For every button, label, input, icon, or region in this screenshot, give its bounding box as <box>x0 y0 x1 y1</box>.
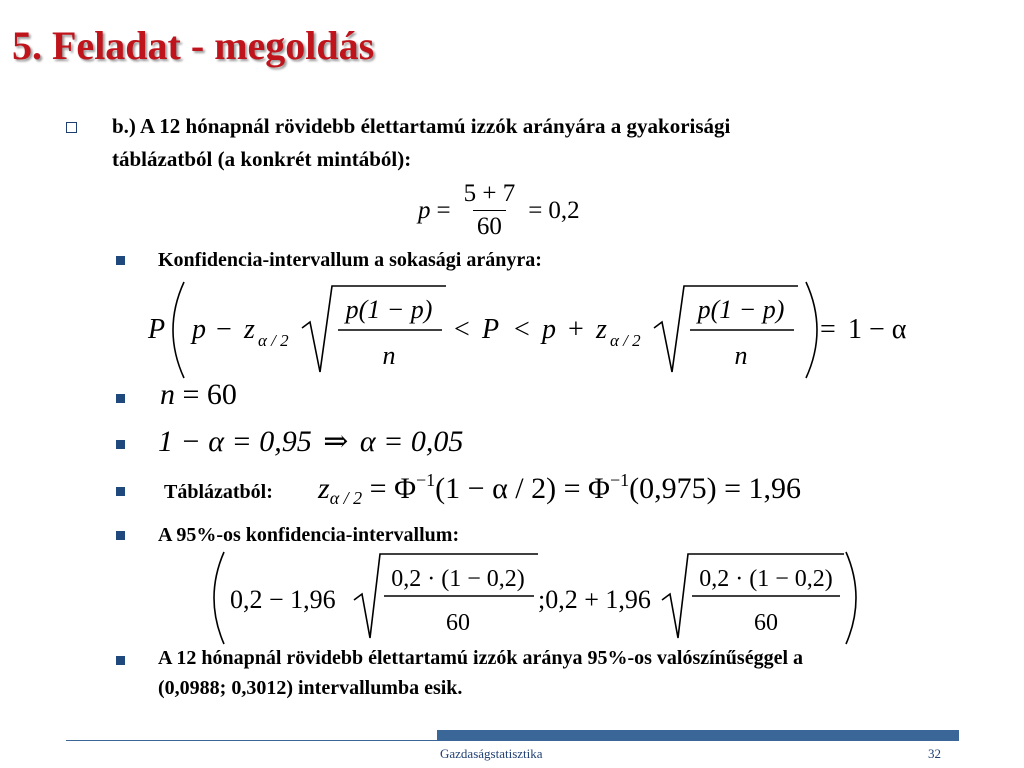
ci-minus: − <box>216 314 232 345</box>
solid-square-bullet-icon <box>116 487 125 496</box>
slide-title: 5. Feladat - megoldás <box>12 23 375 68</box>
conclusion-line-1: A 12 hónapnál rövidebb élettartamú izzók aránya 95%-os valószínűséggel a <box>158 647 804 669</box>
intro-line-1: b.) A 12 hónapnál rövidebb élettartamú izzók arányára a gyakorisági <box>112 114 731 138</box>
formula-n: n = 60 <box>160 378 237 411</box>
solid-square-bullet-icon <box>116 394 125 403</box>
ci-equals: = <box>820 314 836 345</box>
ci-num-root-den-right: 60 <box>754 610 778 636</box>
footer-course-name: Gazdaságstatisztika <box>440 746 543 761</box>
implies-arrow: ⇒ <box>323 425 349 458</box>
p-hat-result: 0,2 <box>548 196 580 224</box>
n-value: 60 <box>206 378 237 411</box>
p-hat-fraction <box>460 180 520 241</box>
formula-p-hat: p = $\frac{5 + 7}{60}$ = 0,2 <box>418 180 580 240</box>
phi-1: Φ <box>394 472 416 505</box>
ci-num-right-paren <box>846 552 856 644</box>
phi-1-sup: −1 <box>416 470 436 490</box>
p-hat-denominator: 60 <box>473 210 506 241</box>
ci-num-root-den-left: 60 <box>446 610 470 636</box>
ci-num-root-num-left: 0,2 · (1 − 0,2) <box>391 566 525 592</box>
ci-z-sub-right: α / 2 <box>610 331 641 350</box>
ci-num-left-paren <box>214 552 224 644</box>
formula-z: $z_{\alpha / 2} = \Phi^{-1}(1 - \alpha / 2) = \Phi^{-1}(0,975) = 1,96$ <box>318 470 802 508</box>
ci-p-right: p <box>542 314 556 345</box>
table-label: Táblázatból: <box>164 481 273 503</box>
ci-rhs: 1 − α <box>848 314 907 345</box>
ci-left-paren <box>173 282 184 378</box>
solid-square-bullet-icon <box>116 440 125 449</box>
ci95-label: A 95%-os konfidencia-intervallum: <box>158 524 460 546</box>
ci-root-den-right: n <box>734 341 748 370</box>
page-number: 32 <box>928 746 941 761</box>
z-var: z <box>318 472 330 505</box>
conclusion-line-2: (0,0988; 0,3012) intervallumba esik. <box>158 677 463 699</box>
intro-line-2: táblázatból (a konkrét mintából): <box>112 147 412 171</box>
phi-1-arg: (1 − α / 2) <box>435 472 557 505</box>
z-subscript: α / 2 <box>329 488 363 508</box>
ci-num-root-num-right: 0,2 · (1 − 0,2) <box>699 566 833 592</box>
ci-num-left-term: 0,2 − 1,96 <box>230 585 336 614</box>
intro-text <box>112 110 730 176</box>
n-var: n <box>160 378 175 411</box>
footer-divider <box>66 740 959 741</box>
formula-ci-general <box>140 276 930 384</box>
solid-square-bullet-icon <box>116 531 125 540</box>
ci-root-num-right: p(1 − p) <box>697 295 785 324</box>
phi-2-sup: −1 <box>609 470 630 490</box>
z-result: 1,96 <box>748 472 802 505</box>
p-hat-lhs: p <box>418 196 431 224</box>
ci-plus: + <box>568 314 584 345</box>
ci-right-paren <box>806 282 817 378</box>
ci-less-2: < <box>514 314 530 345</box>
ci-P-middle: P <box>482 314 500 345</box>
ci-P: P <box>148 314 166 345</box>
ci-z-sub-left: α / 2 <box>258 331 289 350</box>
conclusion-text <box>158 643 803 703</box>
ci-root-num-left: p(1 − p) <box>345 295 433 324</box>
solid-square-bullet-icon <box>116 656 125 665</box>
ci-z-right: z <box>596 314 607 345</box>
formula-ci-numeric <box>208 548 868 648</box>
p-hat-numerator: 5 + 7 <box>463 180 516 207</box>
ci-less-1: < <box>454 314 470 345</box>
formula-alpha <box>158 424 463 459</box>
hollow-square-bullet-icon <box>66 122 77 133</box>
solid-square-bullet-icon <box>116 256 125 265</box>
phi-2: Φ <box>588 472 610 505</box>
alpha-lhs: 1 − α = 0,95 <box>158 425 312 458</box>
ci-p-left: p <box>192 314 206 345</box>
ci-label: Konfidencia-intervallum a sokasági arányra: <box>158 249 542 271</box>
alpha-rhs: α = 0,05 <box>359 425 464 458</box>
ci-root-den-left: n <box>382 341 396 370</box>
ci-num-right-term: ;0,2 + 1,96 <box>538 585 651 614</box>
ci-z-left: z <box>244 314 255 345</box>
phi-2-arg: (0,975) <box>629 472 717 505</box>
